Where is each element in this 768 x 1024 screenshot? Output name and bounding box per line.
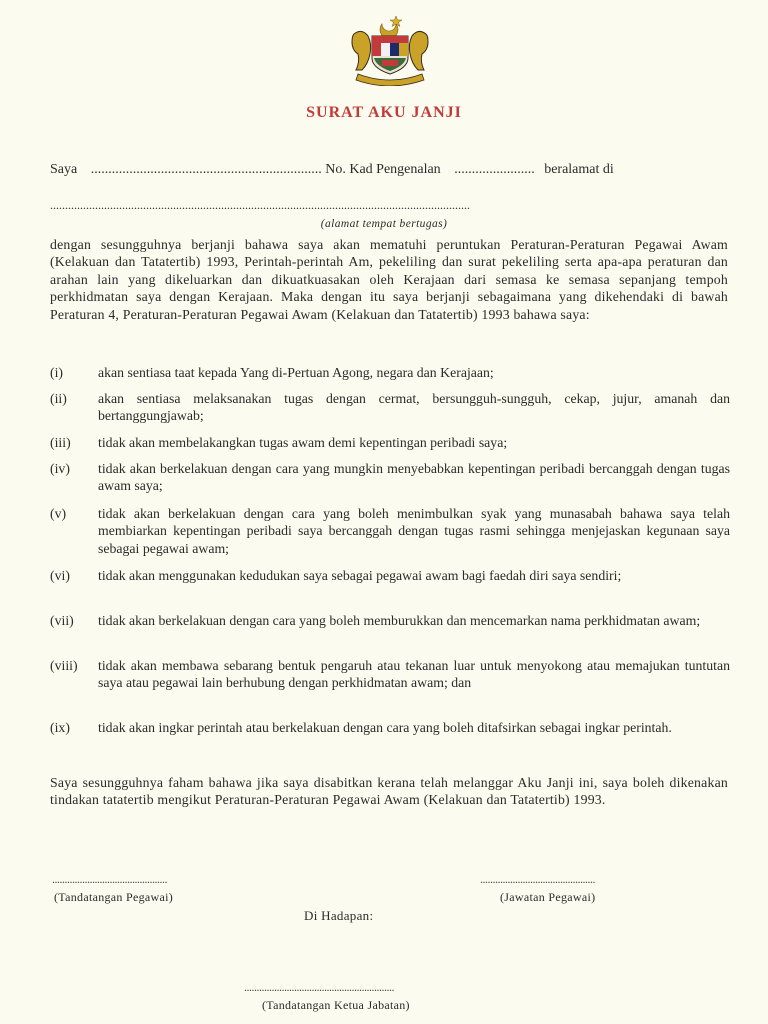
item-number: (iii) xyxy=(50,435,71,450)
address-label: beralamat di xyxy=(544,162,614,177)
item-text: tidak akan membelakangkan tugas awam demi kepentingan peribadi saya; xyxy=(98,435,508,450)
document-title: SURAT AKU JANJI xyxy=(306,104,462,121)
head-signature-label: (Tandatangan Ketua Jabatan) xyxy=(262,998,410,1012)
item-number: (viii) xyxy=(50,658,78,673)
item-text: akan sentiasa melaksanakan tugas dengan cermat, bersungguh-sungguh, cekap, jujur, amanah dan bertanggungjawab; xyxy=(98,391,730,424)
intro-paragraph: dengan sesungguhnya berjanji bahawa saya akan mematuhi peruntukan Peraturan-Peraturan Pegawai Awam (Kelakuan dan Tatatertib) 1993, Perintah-perintah Am, pekeliling dan surat pekeliling serta apa-apa peraturan dan arahan lain yang dikeluarkan dan dikuatkuasakan oleh Kerajaan dari semasa ke semasa sepanjang tempoh perkhidmatan saya dengan Kerajaan. Maka dengan itu saya berjanji sebagaimana yang dikehendaki di bawah Peraturan 4, Peraturan-Peraturan Pegawai Awam (Kelakuan dan Tatatertib) 1993 bahawa saya: xyxy=(50,237,728,322)
item-number: (iv) xyxy=(50,461,70,476)
item-number: (ii) xyxy=(50,391,67,406)
item-number: (i) xyxy=(50,365,64,380)
item-text: tidak akan menggunakan kedudukan saya sebagai pegawai awam bagi faedah diri saya sendiri; xyxy=(98,568,622,583)
item-text: akan sentiasa taat kepada Yang di-Pertuan Agong, negara dan Kerajaan; xyxy=(98,365,494,380)
address-blank[interactable]: ............................................................................................................................................ xyxy=(50,198,470,212)
name-line xyxy=(50,162,614,178)
closing-paragraph: Saya sesungguhnya faham bahawa jika saya disabitkan kerana telah melanggar Aku Janji ini, saya boleh dikenakan tindakan tatatertib mengikut Peraturan-Peraturan Pegawai Awam (Kelakuan dan Tatatertib) 1993. xyxy=(50,775,728,808)
item-number: (vii) xyxy=(50,613,74,628)
before-label: Di Hadapan: xyxy=(304,908,374,923)
ic-blank[interactable]: ....................... xyxy=(454,162,535,177)
address-caption: (alamat tempat bertugas) xyxy=(320,218,448,230)
item-text: tidak akan ingkar perintah atau berkelakuan dengan cara yang boleh ditafsirkan sebagai ingkar perintah. xyxy=(98,720,672,735)
head-signature-blank[interactable]: ............................................................ xyxy=(244,980,394,994)
item-text: tidak akan berkelakuan dengan cara yang mungkin menyebabkan kepentingan peribadi bercanggah dengan tugas awam saya; xyxy=(98,461,730,494)
item-text: tidak akan berkelakuan dengan cara yang boleh memburukkan dan mencemarkan nama perkhidmatan awam; xyxy=(98,613,701,628)
saya-label: Saya xyxy=(50,162,78,177)
item-number: (v) xyxy=(50,506,67,521)
name-blank[interactable]: .................................................................. xyxy=(90,162,322,177)
officer-post-blank[interactable]: .............................................. xyxy=(480,872,595,886)
officer-signature-blank[interactable]: .............................................. xyxy=(52,872,167,886)
officer-post-label: (Jawatan Pegawai) xyxy=(500,890,596,904)
ic-label: No. Kad Pengenalan xyxy=(325,162,441,177)
item-text: tidak akan membawa sebarang bentuk pengaruh atau tekanan luar untuk menyokong atau memajukan tuntutan saya atau pegawai lain berhubung dengan perkhidmatan awam; dan xyxy=(98,658,730,691)
item-number: (vi) xyxy=(50,568,70,583)
malaysia-coat-of-arms-icon xyxy=(344,14,436,86)
item-number: (ix) xyxy=(50,720,70,735)
officer-signature-label: (Tandatangan Pegawai) xyxy=(54,890,174,904)
item-text: tidak akan berkelakuan dengan cara yang boleh menimbulkan syak yang munasabah bahawa saya telah membiarkan kepentingan peribadi saya bercanggah dengan tugas rasmi sehingga menjejaskan kegunaan saya sebagai pegawai awam; xyxy=(98,506,730,556)
